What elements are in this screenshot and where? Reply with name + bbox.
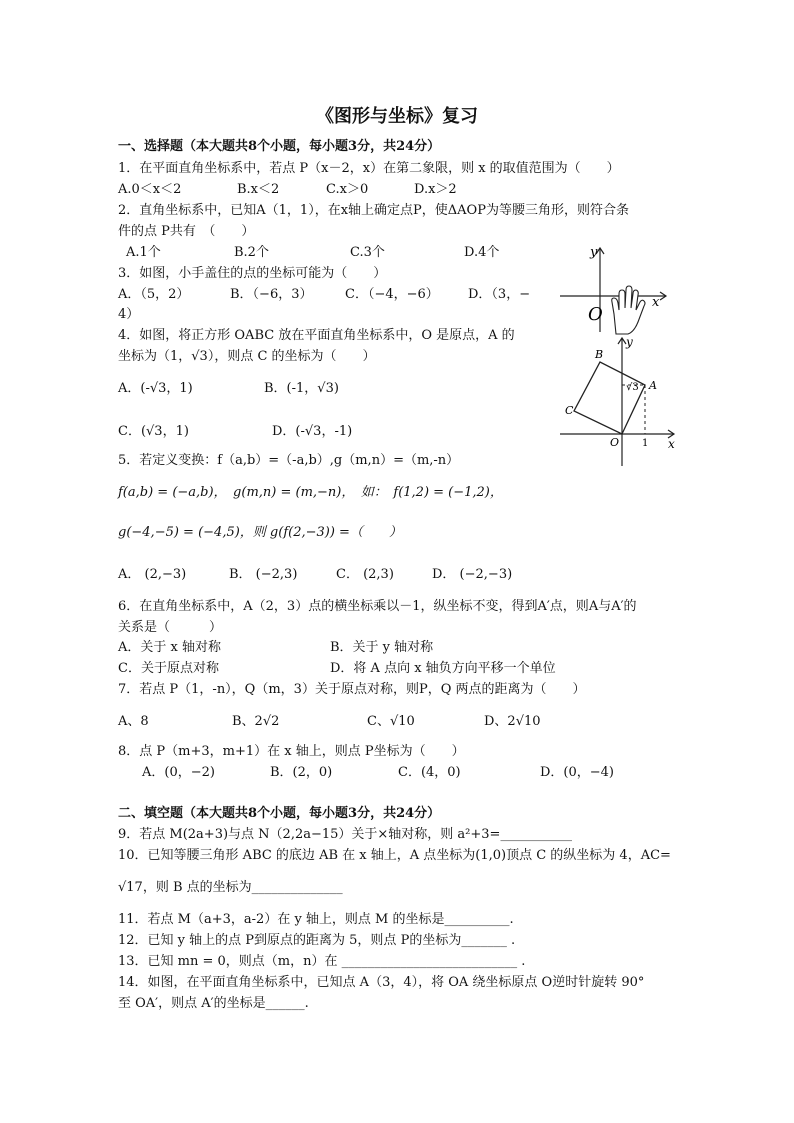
q14-line1: 14．如图，在平面直角坐标系中，已知点 A（3，4），将 OA 绕坐标原点 O逆时针旋转 90°	[118, 975, 645, 990]
q3-stem: 3．如图，小手盖住的点的坐标可能为（ ）	[118, 266, 387, 281]
page-title: 《图形与坐标》复习	[316, 106, 478, 127]
q5-line1: 5．若定义变换：f（a,b）=（-a,b）,g（m,n）=（m,-n）	[118, 453, 460, 468]
q8-option-b: B．(2，0)	[270, 765, 333, 780]
q5-option-b: B． (−2,3)	[229, 567, 298, 582]
q5-line3: g(−4,−5) = (−4,5)，则 g(f(2,−3)) =（ ）	[118, 525, 402, 540]
tick-sqrt3-label: √3	[626, 382, 639, 393]
q1-option-d: D.x＞2	[414, 182, 457, 197]
q4-option-a: A．(-√3，1)	[118, 381, 193, 396]
q10-line1: 10．已知等腰三角形 ABC 的底边 AB 在 x 轴上，A 点坐标为(1,0)顶点 C 的纵坐标为 4，AC=	[118, 848, 671, 863]
q7-option-a: A、8	[118, 714, 149, 729]
point-b-label: B	[595, 348, 604, 361]
q7-option-c: C、√10	[367, 714, 415, 729]
figure-square-oabc	[554, 334, 680, 468]
q8-stem: 8．点 P（m+3，m+1）在 x 轴上，则点 P坐标为（ ）	[118, 744, 465, 759]
q4-option-b: B．(-1，√3)	[264, 381, 339, 396]
q2-option-c: C.3个	[350, 245, 385, 260]
q13: 13．已知 mn = 0，则点（m，n）在 ___________________________ .	[118, 954, 526, 969]
q11: 11．若点 M（a+3，a-2）在 y 轴上，则点 M 的坐标是__________.	[118, 912, 514, 927]
q3-option-a: A．（5，2）	[118, 287, 190, 302]
point-c-label: C	[565, 404, 574, 417]
section1-heading: 一、选择题（本大题共8个小题，每小题3分，共24分）	[118, 139, 441, 154]
figure-hand-axes	[554, 240, 680, 336]
q4-stem-line1: 4．如图，将正方形 OABC 放在平面直角坐标系中，O 是原点，A 的	[118, 328, 515, 343]
q2-option-b: B.2个	[234, 245, 269, 260]
section2-heading: 二、填空题（本大题共8个小题，每小题3分，共24分）	[118, 806, 441, 821]
point-a-label: A	[649, 379, 657, 392]
fig1-x-label: x	[652, 295, 660, 310]
tick-1-label: 1	[642, 438, 649, 449]
fig2-x-label: x	[668, 437, 675, 451]
q2-option-d: D.4个	[464, 245, 500, 260]
q1-option-a: A.0＜x＜2	[118, 182, 182, 197]
q5-option-c: C． (2,3)	[336, 567, 394, 582]
fig1-origin-label: O	[588, 304, 603, 325]
q8-option-a: A．(0，−2)	[142, 765, 215, 780]
q1-option-b: B.x＜2	[237, 182, 280, 197]
q6-option-d: D．将 A 点向 x 轴负方向平移一个单位	[330, 661, 556, 676]
q6-stem-line2: 关系是（ ）	[118, 620, 223, 635]
q6-stem-line1: 6．在直角坐标系中，A（2，3）点的横坐标乘以－1，纵坐标不变，得到A′点，则A与A′的	[118, 599, 637, 614]
square-oabc	[574, 362, 645, 434]
q2-option-a: A.1个	[126, 245, 161, 260]
q1-option-c: C.x＞0	[326, 182, 369, 197]
q4-stem-line2: 坐标为（1，√3），则点 C 的坐标为（ ）	[118, 349, 376, 364]
q3-option-d-wrap: 4）	[118, 307, 140, 322]
q9: 9．若点 M(2a+3)与点 N（2,2a−15）关于×轴对称，则 a²+3=___________	[118, 827, 572, 842]
hand-icon	[612, 286, 645, 334]
q1-stem: 1．在平面直角坐标系中，若点 P（x－2，x）在第二象限，则 x 的取值范围为（ ）	[118, 161, 620, 176]
q3-option-d: D．（3，−	[468, 287, 531, 302]
q14-line2: 至 OA′，则点 A′的坐标是______.	[118, 996, 309, 1011]
q3-option-c: C．（−4，−6）	[345, 287, 439, 302]
q2-stem-line2: 件的点 P共有 （ ）	[118, 224, 255, 239]
fig2-origin-label: O	[610, 436, 620, 449]
q7-option-b: B、2√2	[232, 714, 280, 729]
q5-option-d: D． (−2,−3)	[432, 567, 513, 582]
q4-option-d: D．(-√3，-1)	[272, 424, 353, 439]
q10-line2: √17，则 B 点的坐标为______________	[118, 880, 343, 895]
q6-option-b: B．关于 y 轴对称	[330, 640, 434, 655]
q5-line2: f(a,b) = (−a,b)， g(m,n) = (m,−n)， 如： f(1,2) = (−1,2)，	[118, 485, 503, 500]
q7-option-d: D、2√10	[484, 714, 541, 729]
q6-option-a: A．关于 x 轴对称	[118, 640, 221, 655]
q4-option-c: C．(√3，1)	[118, 424, 189, 439]
fig1-y-label: y	[590, 245, 598, 260]
q3-option-b: B．（−6，3）	[230, 287, 313, 302]
q5-option-a: A． (2,−3)	[118, 567, 187, 582]
q7-stem: 7．若点 P（1，-n），Q（m，3）关于原点对称，则P，Q 两点的距离为（ ）	[118, 682, 586, 697]
q8-option-c: C．(4，0)	[398, 765, 461, 780]
q6-option-c: C．关于原点对称	[118, 661, 219, 676]
q2-stem-line1: 2．直角坐标系中，已知A（1，1），在x轴上确定点P，使ΔAOP为等腰三角形，则符合条	[118, 203, 629, 218]
fig2-y-label: y	[626, 335, 633, 349]
q8-option-d: D．(0，−4)	[540, 765, 615, 780]
q12: 12．已知 y 轴上的点 P到原点的距离为 5，则点 P的坐标为_______ .	[118, 933, 516, 948]
